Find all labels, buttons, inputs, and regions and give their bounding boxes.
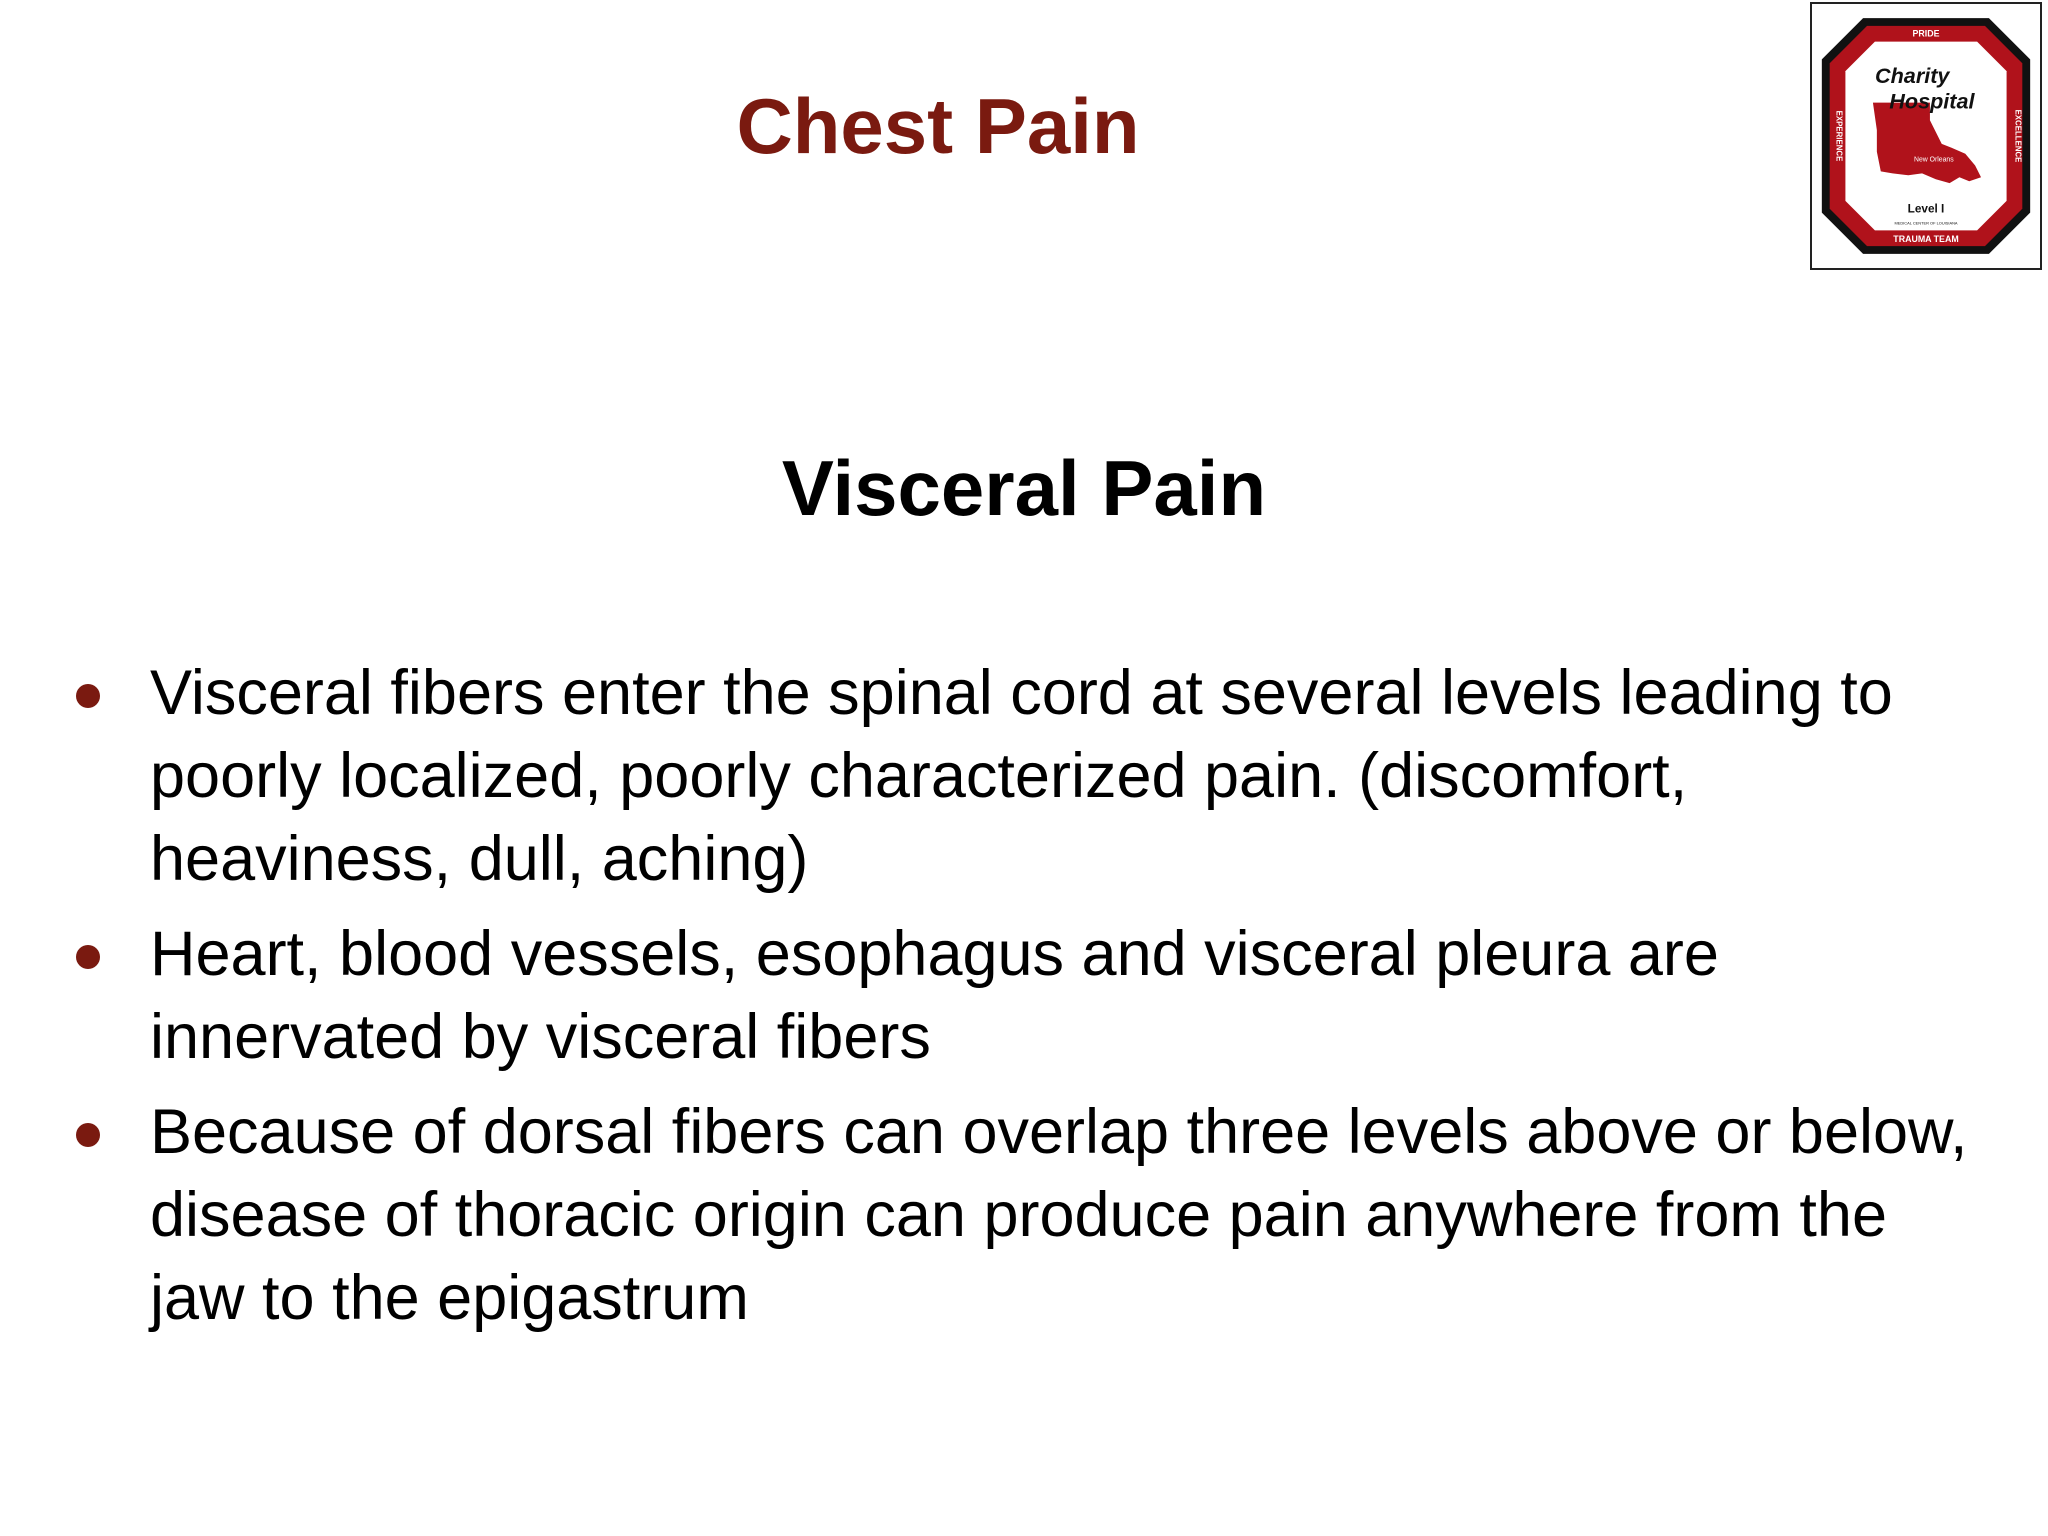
logo-top-text: PRIDE <box>1912 28 1940 39</box>
bullet-item <box>70 652 1990 901</box>
logo-bottom-text: TRAUMA TEAM <box>1893 234 1959 245</box>
bullet-dot-icon <box>76 684 100 708</box>
bullet-dot-icon <box>76 1123 100 1147</box>
bullet-dot-icon <box>76 945 100 969</box>
logo-small-text: MEDICAL CENTER OF LOUISIANA <box>1894 220 1958 226</box>
bullet-item <box>70 913 1990 1079</box>
slide-title: Chest Pain <box>736 82 1140 170</box>
bullet-text: Visceral fibers enter the spinal cord at several levels leading to poorly localized, poorly characterized pain. (discomfort, heaviness, dull, aching) <box>150 658 1893 894</box>
bullet-item <box>70 1091 1990 1340</box>
logo-left-text: EXPERIENCE <box>1834 110 1844 162</box>
bullet-text: Because of dorsal fibers can overlap three levels above or below, disease of thoracic origin can produce pain anywhere from the jaw to the epigastrum <box>150 1097 1968 1333</box>
slide-subtitle: Visceral Pain <box>781 444 1267 532</box>
charity-hospital-logo <box>1810 2 2042 270</box>
bullet-text: Heart, blood vessels, esophagus and visceral pleura are innervated by visceral fibers <box>150 919 1719 1072</box>
logo-line1-text: Charity <box>1875 62 1950 88</box>
logo-city-text: New Orleans <box>1914 156 1954 164</box>
logo-right-text: EXCELLENCE <box>2013 109 2023 163</box>
logo-level-text: Level I <box>1907 202 1945 216</box>
bullet-list <box>70 652 1990 1352</box>
logo-line2-text: Hospital <box>1889 88 1975 114</box>
